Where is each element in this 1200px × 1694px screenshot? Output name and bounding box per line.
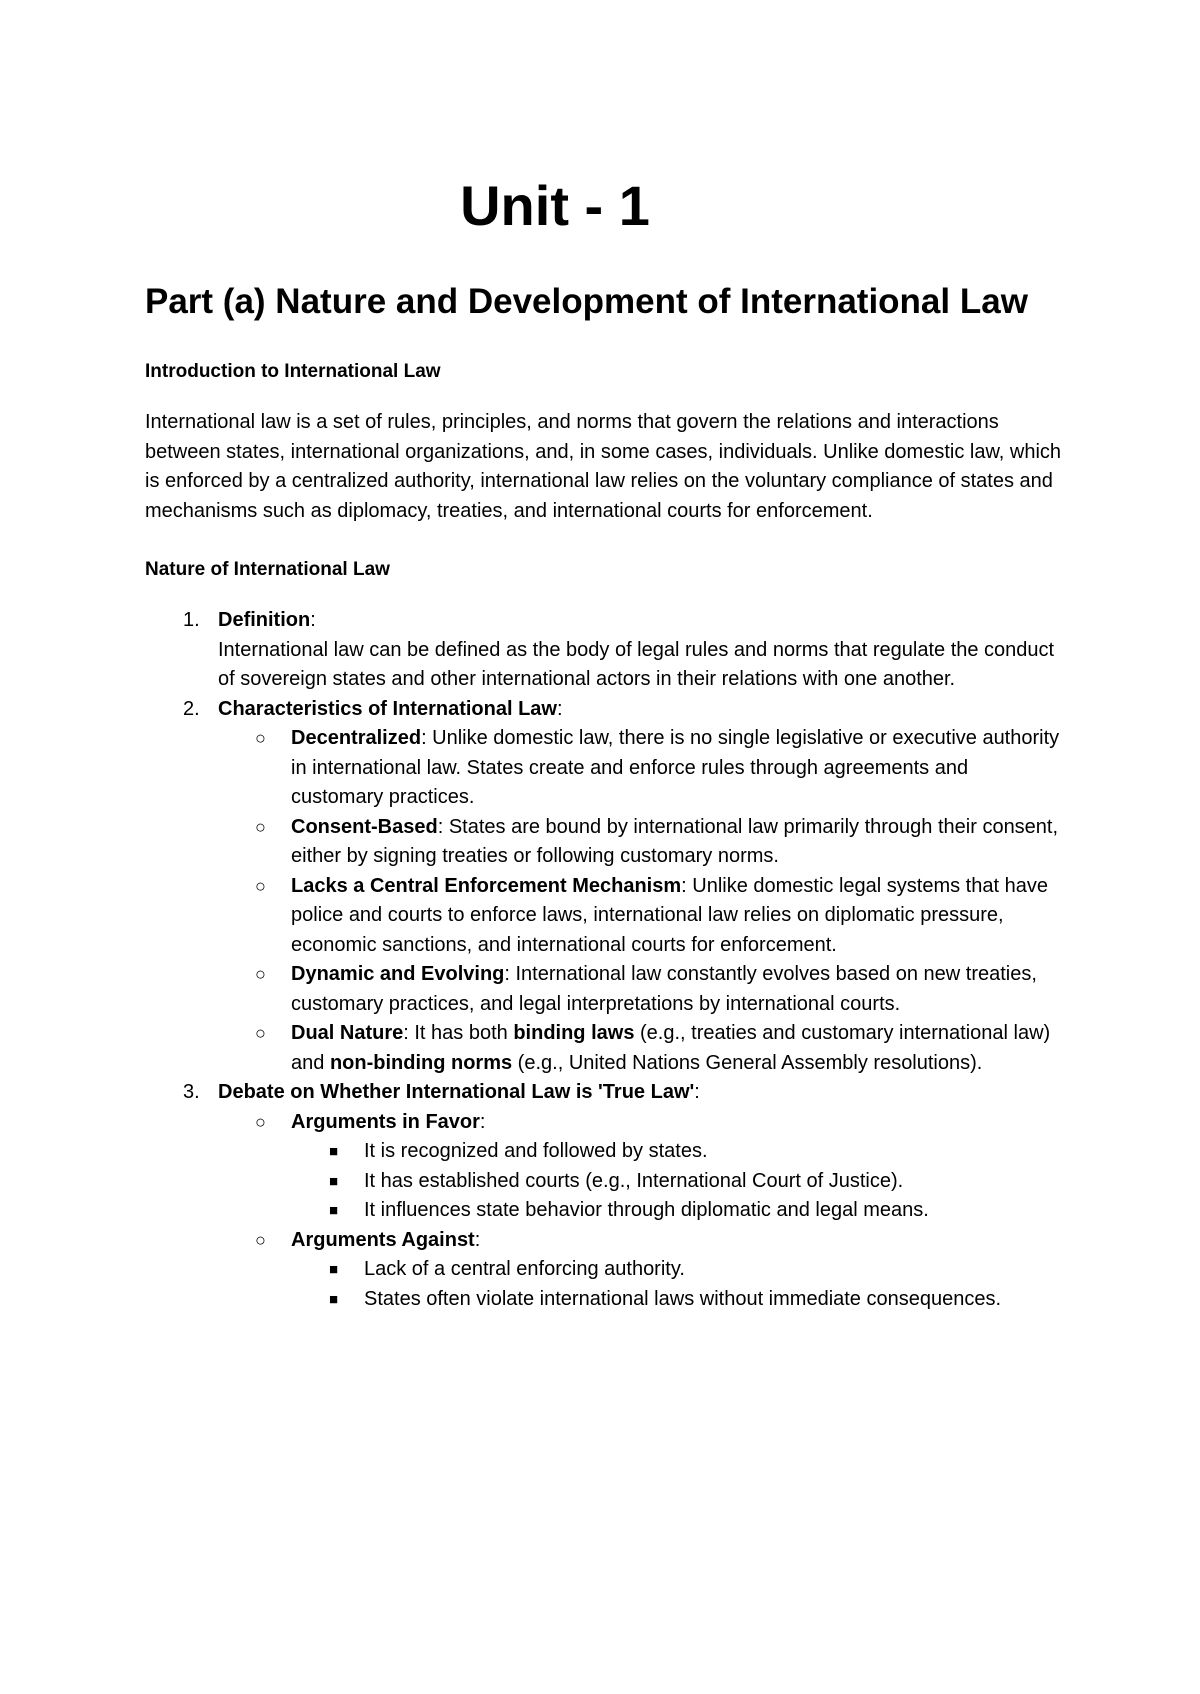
circle-bullet-icon: ○: [255, 875, 266, 896]
list-item: [291, 1196, 1065, 1226]
item-text: : It has both: [403, 1022, 514, 1044]
list-number: 1.: [183, 609, 200, 631]
list-item: [218, 724, 1065, 813]
item-label: Decentralized: [291, 727, 422, 749]
nature-list: [145, 606, 1065, 1314]
item-bold-term: non-binding norms: [329, 1051, 513, 1074]
point-text: It is recognized and followed by states.: [364, 1140, 708, 1162]
list-item: [218, 813, 1065, 872]
item-colon: :: [479, 1110, 486, 1133]
item-colon: :: [310, 609, 316, 631]
list-item: [291, 1137, 1065, 1167]
favor-points: [291, 1137, 1065, 1226]
item-text: : Unlike domestic legal systems that have police and courts to enforce laws, international law relies on diplomatic pressure, economic sanctions, and international courts for enforcement.: [291, 874, 1048, 956]
circle-bullet-icon: ○: [255, 816, 266, 837]
list-item: [291, 1167, 1065, 1197]
item-label: Dynamic and Evolving: [291, 963, 505, 985]
document-title: Unit - 1: [460, 174, 650, 237]
list-item: [218, 1019, 1065, 1078]
intro-paragraph: International law is a set of rules, principles, and norms that govern the relations and interactions between states, international organizations, and, in some cases, individuals. Unlike domestic law, which is enforced by a centralized authority, international law relies on the voluntary compliance of states and mechanisms such as diplomacy, treaties, and international courts for enforcement.: [145, 411, 1062, 522]
item-bold-term: binding laws: [513, 1022, 635, 1044]
list-item-definition: [145, 606, 1065, 695]
item-text: International law can be defined as the body of legal rules and norms that regulate the conduct of sovereign states and other international actors in their relations with one another.: [218, 638, 1055, 690]
circle-bullet-icon: ○: [255, 1023, 266, 1043]
circle-bullet-icon: ○: [255, 1229, 266, 1250]
list-item: [218, 960, 1065, 1019]
list-item-characteristics: [145, 695, 1065, 1079]
list-item: [218, 872, 1065, 961]
circle-bullet-icon: ○: [255, 964, 266, 984]
document-page: [145, 170, 1065, 1314]
item-label: Arguments in Favor: [291, 1110, 480, 1133]
against-points: [291, 1255, 1065, 1314]
list-item-arguments-in-favor: [218, 1108, 1065, 1226]
point-text: States often violate international laws without immediate consequences.: [364, 1287, 1002, 1310]
item-colon: :: [556, 697, 563, 720]
square-bullet-icon: ■: [329, 1261, 339, 1278]
item-label: Consent-Based: [291, 815, 438, 838]
point-text: Lack of a central enforcing authority.: [364, 1258, 685, 1280]
item-colon: :: [694, 1081, 700, 1103]
item-label: Dual Nature: [291, 1022, 404, 1044]
item-colon: :: [474, 1228, 481, 1251]
point-text: It influences state behavior through diplomatic and legal means.: [364, 1199, 929, 1221]
square-bullet-icon: ■: [329, 1202, 339, 1219]
list-item: [291, 1255, 1065, 1285]
nature-heading: Nature of International Law: [145, 559, 390, 580]
item-text: (e.g., United Nations General Assembly resolutions).: [512, 1051, 983, 1074]
list-number: 2.: [183, 697, 200, 720]
item-label: Definition: [218, 609, 311, 631]
list-item-arguments-against: [218, 1226, 1065, 1315]
list-number: 3.: [183, 1081, 200, 1103]
intro-heading: Introduction to International Law: [145, 361, 441, 382]
item-label: Characteristics of International Law: [218, 697, 557, 720]
square-bullet-icon: ■: [329, 1290, 339, 1308]
item-text: (e.g., treaties and customary international law) and: [291, 1022, 1051, 1074]
characteristics-list: [218, 724, 1065, 1078]
item-label: Arguments Against: [291, 1228, 475, 1251]
list-item-debate: [145, 1078, 1065, 1314]
square-bullet-icon: ■: [329, 1172, 339, 1190]
item-label: Lacks a Central Enforcement Mechanism: [291, 874, 682, 897]
point-text: It has established courts (e.g., International Court of Justice).: [364, 1169, 904, 1192]
circle-bullet-icon: ○: [255, 728, 266, 748]
item-label: Debate on Whether International Law is 'True Law': [218, 1081, 695, 1103]
item-text: : International law constantly evolves based on new treaties, customary practices, and legal interpretations by international courts.: [291, 963, 1037, 1015]
item-text: : Unlike domestic law, there is no single legislative or executive authority in international law. States create and enforce rules through agreements and customary practices.: [291, 727, 1060, 808]
circle-bullet-icon: ○: [255, 1111, 266, 1132]
square-bullet-icon: ■: [329, 1143, 339, 1160]
list-item: [291, 1285, 1065, 1315]
item-text: : States are bound by international law primarily through their consent, either by signing treaties or following customary norms.: [291, 815, 1059, 867]
debate-list: [218, 1108, 1065, 1315]
part-heading: Part (a) Nature and Development of International Law: [145, 282, 1028, 321]
